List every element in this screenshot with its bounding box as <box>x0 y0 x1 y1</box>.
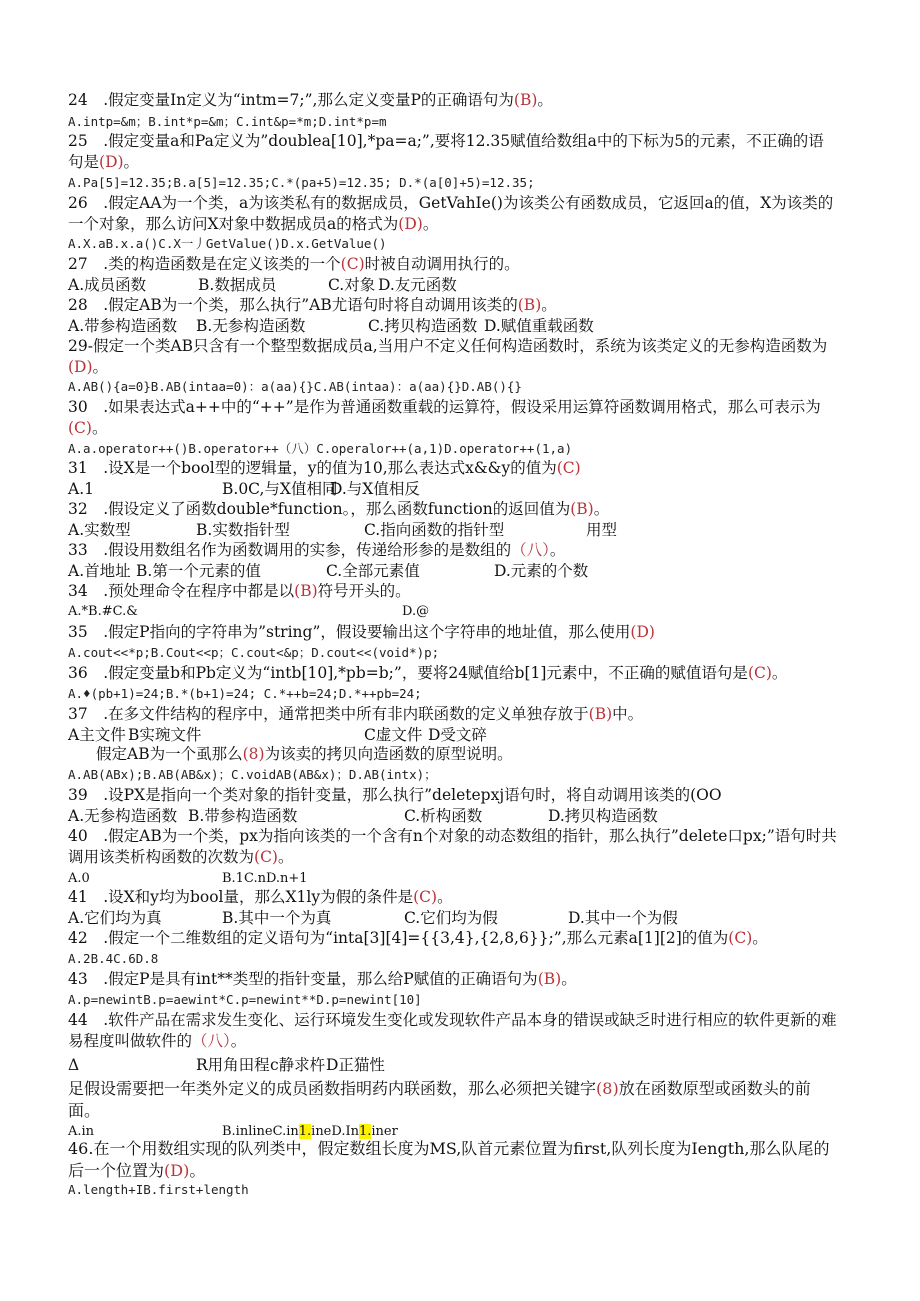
choice-c: C.对象 <box>328 276 376 294</box>
choice-d: D.拷贝构造函数 <box>548 807 658 825</box>
question-27: 27 .类的构造函数是在定义该类的一个(C)时被自动调用执行的。 <box>68 255 520 273</box>
options-25: A.Pa[5]=12.35;B.a[5]=12.35;C.*(pa+5)=12.35; D.*(a[0]+5)=12.35; <box>68 175 535 190</box>
question-40: 40 .假定AB为一个类，px为指向该类的一个含有n个对象的动态数组的指针，那么执行”delete口px;”语句时共调用该类析构函数的次数为(C)。 <box>68 827 837 866</box>
choice-a: A.实数型 <box>68 521 131 539</box>
question-32: 32 .假设定义了函数double*function。，那么函数function的返回值为(B)。 <box>68 500 610 518</box>
options-43: A.p=newintB.p=aewint*C.p=newint**D.p=newint[10] <box>68 992 422 1007</box>
options-46: A.length+IB.first+length <box>68 1182 249 1197</box>
choice-d: D.与X值相反 <box>330 480 420 498</box>
question-26: 26 .假定AA为一个类，a为该类私有的数据成员，GetVahIe()为该类公有函数成员，它返回a的值，X为该类的一个对象，那么访问X对象中数据成员a的格式为(D)。 <box>68 194 834 233</box>
options-35: A.cout<<*p;B.Cout<<p；C.cout<&p；D.cout<<(void*)p; <box>68 645 440 660</box>
highlight-mark: 1. <box>298 1124 312 1139</box>
question-46: 46.在一个用数组实现的队列类中，假定数组长度为MS,队首元素位置为first,队列长度为Iength,那么队尾的后一个位置为(D)。 <box>68 1139 830 1180</box>
choice-d-text: iner <box>371 1124 398 1139</box>
choice-c: C.它们均为假 <box>404 909 498 927</box>
question-41: 41 .设X和y均为bool量，那么X1ly为假的条件是(C)。 <box>68 888 453 906</box>
question-29: 29-假定一个类AB只含有一个整型数据成员a,当用户不定义任何构造函数时，系统为该类定义的无参构造函数为(D)。 <box>68 337 828 376</box>
choice-a: A.1 <box>68 480 94 498</box>
choice-a: A.首地址 <box>68 562 131 580</box>
choice-c: C.拷贝构造函数 <box>368 317 478 335</box>
highlight-mark: 1. <box>358 1124 372 1139</box>
choice-b: B.带参构造函数 <box>188 807 298 825</box>
question-31: 31 .设X是一个bool型的逻辑量，y的值为10,那么表达式x&&y的值为(C) <box>68 459 581 477</box>
choice-a: A.它们均为真 <box>68 909 162 927</box>
choice-d: D正猫性 <box>326 1056 385 1074</box>
choice-c: c静求杵 <box>270 1056 326 1074</box>
options-29: A.AB(){a=0}B.AB(intaa=0)：a(aa){}C.AB(intaa)：a(aa){}D.AB(){} <box>68 379 522 394</box>
question-33: 33 .假设用数组名作为函数调用的实参，传递给形参的是数组的（八）。 <box>68 541 566 559</box>
choice-a: A.成员函数 <box>68 276 147 294</box>
choice-a: A.无参构造函数 <box>68 807 178 825</box>
options-24: A.intp=&m；B.int*p=&m；C.int&p=*m;D.int*p=m <box>68 114 387 129</box>
choice-b: B.0C,与X值相同 <box>222 480 338 498</box>
question-24: 24 .假定变量In定义为“intm=7;”,那么定义变量P的正确语句为(B)。 <box>68 91 553 109</box>
question-44: 44 .软件产品在需求发生变化、运行环境发生变化或发现软件产品本身的错误或缺乏时进行相应的软件更新的难易程度叫做软件的（八）。 <box>68 1011 837 1050</box>
choice-c: C.指向函数的指针型 <box>364 521 505 539</box>
choice-abc: A.*B.#C.& <box>68 604 138 619</box>
question-28: 28 .假定AB为一个类，那么执行”AB尤语句时将自动调用该类的(B)。 <box>68 296 557 314</box>
question-36: 36 .假定变量b和Pb定义为“intb[10],*pb=b;”，要将24赋值给b[1]元素中，不正确的赋值语句是(C)。 <box>68 664 788 682</box>
choice-a: Δ <box>68 1056 80 1074</box>
choice-b: B实琬文件 <box>128 726 202 744</box>
choice-c: C.全部元素值 <box>326 562 420 580</box>
choice-c: C虚文件 <box>364 726 423 744</box>
options-42: A.2B.4C.6D.8 <box>68 951 159 966</box>
choice-a: A.0 <box>68 871 90 886</box>
choice-b-text: B.inlineC.in <box>222 1124 299 1139</box>
question-45: 足假设需要把一年类外定义的成员函数指明药内联函数，那么必须把关键字(8)放在函数原型或函数头的前面。 <box>68 1079 811 1120</box>
choice-b: B.数据成员 <box>198 276 277 294</box>
choice-b: B.其中一个为真 <box>222 909 332 927</box>
question-37: 37 .在多文件结构的程序中，通常把类中所有非内联函数的定义单独存放于(B)中。 <box>68 705 644 723</box>
options-30: A.a.operator++()B.operator++（八）C.operalor++(a,1)D.operator++(1,a) <box>68 441 573 456</box>
question-42: 42 .假定一个二维数组的定义语句为“inta[3][4]={{3,4},{2,8,6}};”,那么元素a[1][2]的值为(C)。 <box>68 929 768 947</box>
choice-b: R用角田程 <box>196 1056 270 1074</box>
question-35: 35 .假定P指向的字符串为”string”，假设要输出这个字符串的地址值，那么使用(D) <box>68 623 655 641</box>
choice-d: D.元素的个数 <box>494 562 589 580</box>
question-34: 34 .预处理命令在程序中都是以(B)符号开头的。 <box>68 582 411 600</box>
choice-cd-text: ineD.In <box>311 1124 359 1139</box>
options-26: A.X.aB.x.a()C.X一丿GetValue()D.x.GetValue() <box>68 236 387 251</box>
question-30: 30 .如果表达式a++中的“++”是作为普通函数重载的运算符，假设采用运算符函数调用格式，那么可表示为(C)。 <box>68 398 821 437</box>
choice-a: A.in <box>68 1124 95 1139</box>
choice-d: D.友元函数 <box>378 276 457 294</box>
choice-d: 用型 <box>586 521 618 539</box>
choice-c: C.析构函数 <box>404 807 483 825</box>
choice-d: D.其中一个为假 <box>568 909 678 927</box>
choice-b: B.第一个元素的值 <box>136 562 261 580</box>
options-36: A.♦(pb+1)=24;B.*(b+1)=24; C.*++b=24;D.*++pb=24; <box>68 686 422 701</box>
question-38: 假定AB为一个虱那么(8)为该卖的拷贝向造函数的原型说明。 <box>96 745 513 763</box>
question-43: 43 .假定P是具有int**类型的指针变量，那么给P赋值的正确语句为(B)。 <box>68 970 577 988</box>
choice-d: D.@ <box>402 604 430 619</box>
question-25: 25 .假定变量a和Pa定义为”doublea[10],*pa=a;”,要将12.35赋值给数组a中的下标为5的元素，不正确的语句是(D)。 <box>68 132 824 171</box>
options-38: A.AB(ABx);B.AB(AB&x)；C.voidAB(AB&x)；D.AB(intx)； <box>68 767 437 782</box>
question-39: 39 .设PX是指向一个类对象的指针变量，那么执行”deletepxj语句时，将自动调用该类的(OO <box>68 786 722 804</box>
choice-d: D.赋值重载函数 <box>484 317 594 335</box>
choice-b: B.实数指针型 <box>196 521 290 539</box>
choice-b: B.无参构造函数 <box>196 317 306 335</box>
choice-d: D受文碎 <box>428 726 487 744</box>
choice-a: A主文件 <box>68 726 126 744</box>
choice-bcd: B.1C.nD.n+1 <box>222 871 308 886</box>
choice-a: A.带参构造函数 <box>68 317 178 335</box>
